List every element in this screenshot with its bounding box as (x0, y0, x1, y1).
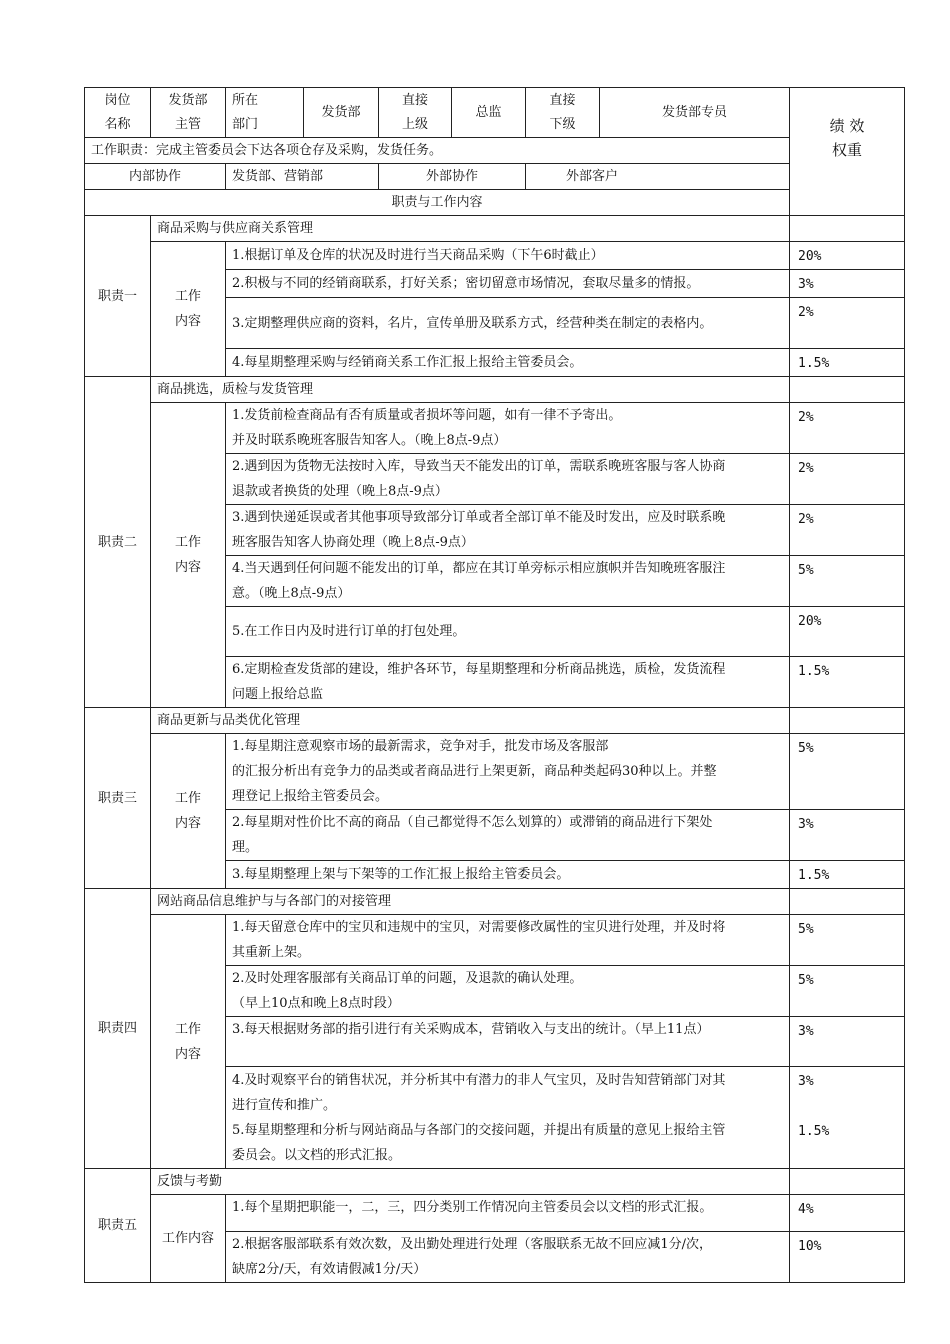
duty-title: 网站商品信息维护与与各部门的对接管理 (151, 889, 790, 915)
duty-item-text: 1.根据订单及仓库的状况及时进行当天商品采购（下午6时截止） (226, 242, 790, 270)
duty-name: 职责四 (85, 889, 151, 1169)
duty-title-row (85, 1169, 905, 1195)
duty-title-row (85, 216, 905, 242)
duty-item-weight: 3% (790, 1017, 905, 1067)
duty-item-weight: 1.5% (790, 657, 905, 708)
duty-item-text: 3.每天根据财务部的指引进行有关采购成本，营销收入与支出的统计。（早上11点） (226, 1017, 790, 1067)
external-coop-label: 外部协作 (379, 164, 526, 190)
duty-title: 商品更新与品类优化管理 (151, 708, 790, 734)
external-coop-value: 外部客户 (526, 164, 790, 190)
subordinate-value: 发货部专员 (600, 88, 790, 138)
duty-name: 职责三 (85, 708, 151, 889)
work-content-label: 工作 内容 (151, 242, 226, 377)
duty-item-text: 1.每星期注意观察市场的最新需求，竞争对手，批发市场及客服部 的汇报分析出有竞争力的品类或者商品进行上架更新，商品种类起码30种以上。并整 理登记上报给主管委员会。 (226, 734, 790, 810)
duty-item-text: 4.当天遇到任何问题不能发出的订单，都应在其订单旁标示相应旗帜并告知晚班客服注 意。（晚上8点-9点） (226, 556, 790, 607)
duty-item-weight: 10% (790, 1232, 905, 1283)
duty-item-text: 3.每星期整理上架与下架等的工作汇报上报给主管委员会。 (226, 861, 790, 889)
position-value: 发货部 主管 (151, 88, 226, 138)
cooperation-row (85, 164, 905, 190)
duty-item-text: 2.积极与不同的经销商联系，打好关系；密切留意市场情况，套取尽量多的情报。 (226, 270, 790, 298)
duty-item-weight: 5% (790, 966, 905, 1017)
superior-label: 直接 上级 (379, 88, 452, 138)
duty-title: 商品采购与供应商关系管理 (151, 216, 790, 242)
duty-title-weight (790, 1169, 905, 1195)
duty-item-text: 1.每天留意仓库中的宝贝和违规中的宝贝，对需要修改属性的宝贝进行处理，并及时将 其重新上架。 (226, 915, 790, 966)
duty-item-text: 2.每星期对性价比不高的商品（自己都觉得不怎么划算的）或滞销的商品进行下架处 理。 (226, 810, 790, 861)
duty-title-weight (790, 708, 905, 734)
duty-name: 职责五 (85, 1169, 151, 1283)
duty-item-weight: 3% 1.5% (790, 1067, 905, 1169)
subordinate-label: 直接 下级 (526, 88, 600, 138)
job-description-sheet (84, 87, 904, 1283)
job-description-table (84, 87, 905, 1283)
work-content-label: 工作 内容 (151, 403, 226, 708)
duty-item-weight: 2% (790, 454, 905, 505)
duty-title-weight (790, 889, 905, 915)
duty-item-row (85, 403, 905, 454)
superior-value: 总监 (452, 88, 526, 138)
duty-item-text: 1.每个星期把职能一，二，三，四分类别工作情况向主管委员会以文档的形式汇报。 (226, 1195, 790, 1232)
duty-item-weight: 5% (790, 556, 905, 607)
duty-item-weight: 20% (790, 607, 905, 657)
department-value: 发货部 (304, 88, 379, 138)
duty-item-text: 4.每星期整理采购与经销商关系工作汇报上报给主管委员会。 (226, 349, 790, 377)
duty-item-text: 6.定期检查发货部的建设，维护各环节，每星期整理和分析商品挑选，质检，发货流程 问题上报给总监 (226, 657, 790, 708)
duty-title-row (85, 889, 905, 915)
duty-item-row (85, 242, 905, 270)
duty-item-text: 2.根据客服部联系有效次数，及出勤处理进行处理（客服联系无故不回应减1分/次， 缺席2分/天，有效请假减1分/天） (226, 1232, 790, 1283)
duty-item-row (85, 1195, 905, 1232)
duty-item-text: 3.遇到快递延误或者其他事项导致部分订单或者全部订单不能及时发出，应及时联系晚 班客服告知客人协商处理（晚上8点-9点） (226, 505, 790, 556)
department-label: 所在 部门 (226, 88, 304, 138)
duty-item-weight: 2% (790, 298, 905, 349)
duty-item-weight: 5% (790, 915, 905, 966)
duty-item-text: 3.定期整理供应商的资料，名片，宣传单册及联系方式，经营种类在制定的表格内。 (226, 298, 790, 349)
duty-title: 反馈与考勤 (151, 1169, 790, 1195)
duty-item-weight: 1.5% (790, 349, 905, 377)
position-label: 岗位 名称 (85, 88, 151, 138)
duty-item-weight: 2% (790, 505, 905, 556)
duty-item-text: 5.在工作日内及时进行订单的打包处理。 (226, 607, 790, 657)
duty-item-weight: 1.5% (790, 861, 905, 889)
duty-item-weight: 3% (790, 810, 905, 861)
duty-item-text: 2.遇到因为货物无法按时入库，导致当天不能发出的订单，需联系晚班客服与客人协商 退款或者换货的处理（晚上8点-9点） (226, 454, 790, 505)
duty-item-text: 1.发货前检查商品有否有质量或者损坏等问题，如有一律不予寄出。 并及时联系晚班客服告知客人。（晚上8点-9点） (226, 403, 790, 454)
duty-name: 职责一 (85, 216, 151, 377)
duty-title-row (85, 377, 905, 403)
header-row (85, 88, 905, 138)
duty-item-weight: 5% (790, 734, 905, 810)
performance-weight-header: 绩 效 权重 (790, 88, 905, 216)
duty-item-weight: 3% (790, 270, 905, 298)
duty-summary-row (85, 138, 905, 164)
work-content-label: 工作 内容 (151, 734, 226, 889)
internal-coop-value: 发货部、营销部 (226, 164, 379, 190)
duty-summary: 工作职责：完成主管委员会下达各项仓存及采购，发货任务。 (85, 138, 790, 164)
duty-item-row (85, 915, 905, 966)
internal-coop-label: 内部协作 (85, 164, 226, 190)
duty-title-weight (790, 216, 905, 242)
section-title: 职责与工作内容 (85, 190, 790, 216)
duty-title-row (85, 708, 905, 734)
duty-item-text: 4.及时观察平台的销售状况，并分析其中有潜力的非人气宝贝，及时告知营销部门对其 进行宣传和推广。 5.每星期整理和分析与网站商品与各部门的交接问题，并提出有质量的意见上报给主管 委员会。以文档的形式汇报。 (226, 1067, 790, 1169)
duty-title: 商品挑选，质检与发货管理 (151, 377, 790, 403)
duty-item-row (85, 734, 905, 810)
work-content-label: 工作 内容 (151, 915, 226, 1169)
duty-item-text: 2.及时处理客服部有关商品订单的问题，及退款的确认处理。 （早上10点和晚上8点时段） (226, 966, 790, 1017)
duty-item-weight: 4% (790, 1195, 905, 1232)
duty-item-weight: 2% (790, 403, 905, 454)
duty-item-weight: 20% (790, 242, 905, 270)
duty-title-weight (790, 377, 905, 403)
section-title-row (85, 190, 905, 216)
duty-name: 职责二 (85, 377, 151, 708)
work-content-label: 工作内容 (151, 1195, 226, 1283)
